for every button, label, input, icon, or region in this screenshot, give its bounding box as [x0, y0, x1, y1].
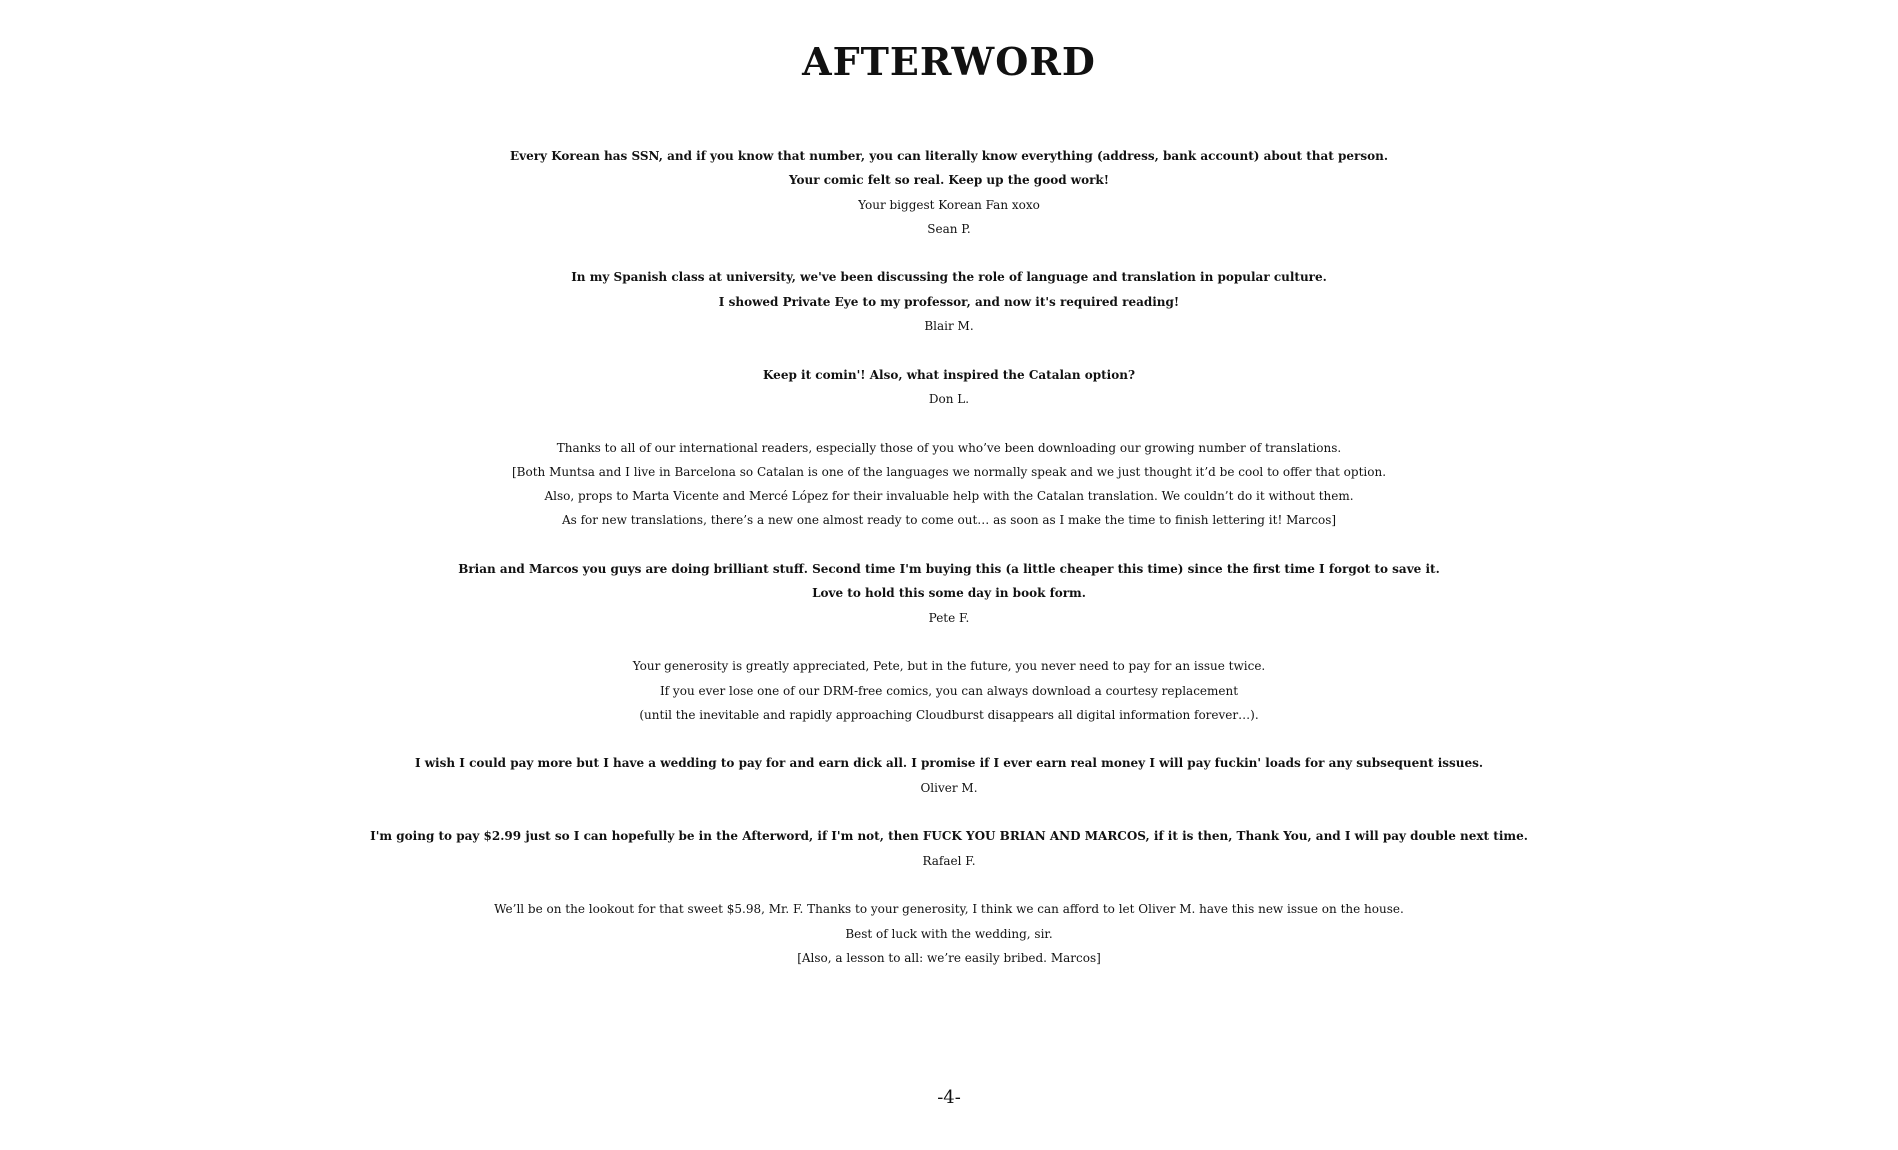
reader-letter-line: Love to hold this some day in book form.: [812, 586, 1086, 601]
block-spacer: [0, 727, 1898, 751]
letter-block: [0, 144, 1898, 241]
block-spacer: [0, 630, 1898, 654]
reply-line: Thanks to all of our international readers, especially those of you who’ve been downloading our growing number of translations.: [556, 440, 1342, 455]
reply-line: Don L.: [928, 391, 970, 406]
reader-letter-line: Every Korean has SSN, and if you know that number, you can literally know everything (address, bank account) about that person.: [509, 149, 1389, 163]
reader-letter-line: Brian and Marcos you guys are doing brilliant stuff. Second time I'm buying this (a little cheaper this time) since the first time I forgot to save it.: [458, 562, 1440, 577]
reader-letter-line: Keep it comin'! Also, what inspired the Catalan option?: [763, 367, 1135, 382]
letter-block: [0, 557, 1898, 630]
reply-line: Blair M.: [924, 319, 974, 334]
reply-line: [Also, a lesson to all: we’re easily bribed. Marcos]: [797, 950, 1101, 965]
reply-line: Best of luck with the wedding, sir.: [845, 926, 1053, 941]
block-spacer: [0, 873, 1898, 897]
letter-block: [0, 436, 1898, 533]
letter-block: [0, 363, 1898, 412]
block-spacer: [0, 411, 1898, 435]
reply-line: Rafael F.: [922, 853, 976, 868]
page-number: -4-: [937, 1087, 961, 1108]
reply-line: Pete F.: [928, 610, 970, 625]
letter-block: [0, 654, 1898, 727]
reply-line: Also, props to Marta Vicente and Mercé López for their invaluable help with the Catalan translation. We couldn’t do it without them.: [544, 489, 1354, 504]
reply-line: Your biggest Korean Fan xoxo: [858, 197, 1040, 212]
block-spacer: [0, 800, 1898, 824]
reader-letter-line: In my Spanish class at university, we've been discussing the role of language and translation in popular culture.: [571, 270, 1327, 285]
letter-block: [0, 265, 1898, 338]
afterword-body: [0, 144, 1898, 970]
reader-letter-line: I'm going to pay $2.99 just so I can hopefully be in the Afterword, if I'm not, then FUCK YOU BRIAN AND MARCOS, if it is then, Thank You, and I will pay double next time.: [370, 829, 1528, 844]
letter-block: [0, 897, 1898, 970]
reply-line: Oliver M.: [920, 780, 978, 795]
letter-block: [0, 751, 1898, 800]
reply-line: As for new translations, there’s a new one almost ready to come out… as soon as I make the time to finish lettering it! Marcos]: [561, 513, 1337, 528]
reply-line: (until the inevitable and rapidly approaching Cloudburst disappears all digital information forever…).: [639, 707, 1259, 722]
block-spacer: [0, 533, 1898, 557]
reply-line: [Both Muntsa and I live in Barcelona so Catalan is one of the languages we normally speak and we just thought it’d be cool to offer that option.: [511, 464, 1387, 479]
block-spacer: [0, 241, 1898, 265]
reader-letter-line: I wish I could pay more but I have a wedding to pay for and earn dick all. I promise if I ever earn real money I will pay fuckin' loads for any subsequent issues.: [414, 756, 1484, 771]
block-spacer: [0, 338, 1898, 362]
reply-line: If you ever lose one of our DRM-free comics, you can always download a courtesy replacement: [659, 683, 1239, 698]
reply-line: Your generosity is greatly appreciated, Pete, but in the future, you never need to pay for an issue twice.: [632, 659, 1266, 674]
reader-letter-line: Your comic felt so real. Keep up the good work!: [788, 173, 1110, 188]
reply-line: Sean P.: [927, 221, 971, 236]
reader-letter-line: I showed Private Eye to my professor, and now it's required reading!: [718, 294, 1180, 309]
page-title: AFTERWORD: [802, 39, 1096, 84]
reply-line: We’ll be on the lookout for that sweet $5.98, Mr. F. Thanks to your generosity, I think we can afford to let Oliver M. have this new issue on the house.: [494, 902, 1404, 917]
letter-block: [0, 824, 1898, 873]
